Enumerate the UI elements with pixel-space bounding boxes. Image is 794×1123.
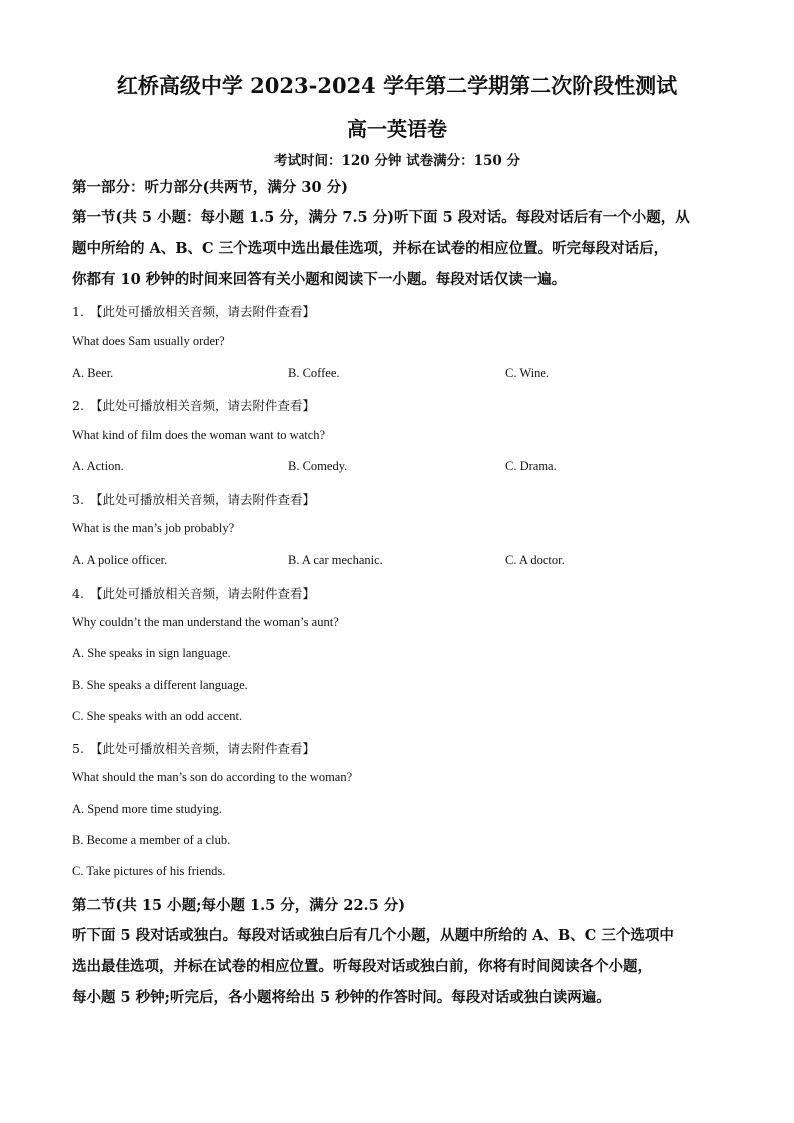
question-3-stem: What is the man’s job probably? bbox=[72, 521, 235, 535]
question-1-option-a[interactable]: A. Beer. bbox=[72, 366, 114, 380]
question-number: 5. bbox=[72, 741, 84, 756]
question-5-option-c[interactable]: C. Take pictures of his friends. bbox=[72, 864, 226, 878]
audio-note: 【此处可播放相关音频，请去附件查看】 bbox=[90, 492, 316, 507]
audio-note: 【此处可播放相关音频，请去附件查看】 bbox=[90, 741, 316, 756]
question-number: 4. bbox=[72, 586, 84, 601]
exam-title: 红桥高级中学 2023-2024 学年第二学期第二次阶段性测试 bbox=[116, 73, 678, 98]
instruction-line: 第一节(共 5 小题：每小题 1.5 分，满分 7.5 分)听下面 5 段对话。每段对话后有一个小题，从 bbox=[72, 209, 690, 226]
exam-subtitle: 高一英语卷 bbox=[347, 117, 447, 141]
question-number: 1. bbox=[72, 304, 84, 319]
question-number: 3. bbox=[72, 492, 84, 507]
question-2-option-a[interactable]: A. Action. bbox=[72, 459, 124, 473]
question-5-option-a[interactable]: A. Spend more time studying. bbox=[72, 802, 222, 816]
audio-note: 【此处可播放相关音频，请去附件查看】 bbox=[90, 586, 316, 601]
question-3-audio bbox=[72, 490, 315, 508]
question-1-option-b[interactable]: B. Coffee. bbox=[288, 366, 340, 380]
question-1-option-c[interactable]: C. Wine. bbox=[505, 366, 550, 380]
question-4-option-a[interactable]: A. She speaks in sign language. bbox=[72, 646, 231, 660]
question-1-stem: What does Sam usually order? bbox=[72, 334, 225, 348]
audio-note: 【此处可播放相关音频，请去附件查看】 bbox=[90, 398, 316, 413]
question-4-option-c[interactable]: C. She speaks with an odd accent. bbox=[72, 709, 243, 723]
question-2-audio bbox=[72, 396, 315, 414]
instruction-line: 听下面 5 段对话或独白。每段对话或独白后有几个小题，从题中所给的 A、B、C 三个选项中 bbox=[72, 927, 674, 944]
section2-heading: 第二节(共 15 小题;每小题 1.5 分，满分 22.5 分) bbox=[72, 897, 406, 914]
question-3-option-b[interactable]: B. A car mechanic. bbox=[288, 553, 383, 567]
question-1-audio bbox=[72, 302, 315, 320]
question-2-option-c[interactable]: C. Drama. bbox=[505, 459, 557, 473]
section1-instructions bbox=[72, 202, 732, 295]
section2-instructions bbox=[72, 920, 732, 1013]
instruction-line: 你都有 10 秒钟的时间来回答有关小题和阅读下一小题。每段对话仅读一遍。 bbox=[72, 271, 567, 288]
audio-note: 【此处可播放相关音频，请去附件查看】 bbox=[90, 304, 316, 319]
question-5-option-b[interactable]: B. Become a member of a club. bbox=[72, 833, 231, 847]
question-4-option-b[interactable]: B. She speaks a different language. bbox=[72, 678, 248, 692]
question-4-audio bbox=[72, 584, 315, 602]
instruction-line: 题中所给的 A、B、C 三个选项中选出最佳选项，并标在试卷的相应位置。听完每段对话后， bbox=[72, 240, 669, 257]
question-2-option-b[interactable]: B. Comedy. bbox=[288, 459, 348, 473]
question-number: 2. bbox=[72, 398, 84, 413]
question-3-option-c[interactable]: C. A doctor. bbox=[505, 553, 565, 567]
instruction-line: 每小题 5 秒钟;听完后，各小题将给出 5 秒钟的作答时间。每段对话或独白读两遍。 bbox=[72, 989, 611, 1006]
question-5-stem: What should the man’s son do according to the woman? bbox=[72, 770, 353, 784]
question-2-stem: What kind of film does the woman want to watch? bbox=[72, 428, 326, 442]
part1-heading: 第一部分：听力部分(共两节，满分 30 分) bbox=[72, 179, 348, 196]
question-3-option-a[interactable]: A. A police officer. bbox=[72, 553, 168, 567]
question-4-stem: Why couldn’t the man understand the woman’s aunt? bbox=[72, 615, 339, 629]
instruction-line: 选出最佳选项，并标在试卷的相应位置。听每段对话或独白前，你将有时间阅读各个小题， bbox=[72, 958, 652, 975]
question-5-audio bbox=[72, 739, 315, 757]
exam-info: 考试时间：120 分钟 试卷满分：150 分 bbox=[274, 153, 520, 169]
